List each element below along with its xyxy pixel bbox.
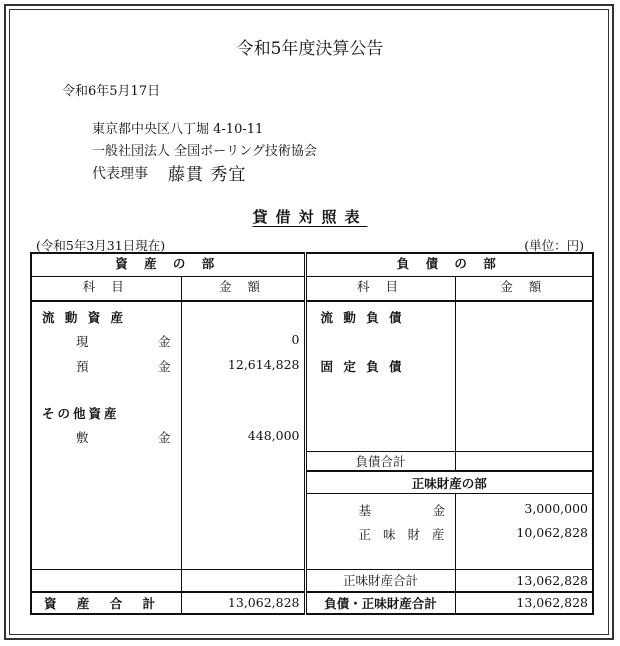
liabilities-section-header: 負 債 の 部 (305, 253, 593, 277)
net-worth-value: 10,062,828 (516, 525, 588, 541)
assets-total-label: 資 産 合 計 (31, 592, 181, 614)
assets-blank-amount-cell (181, 569, 305, 591)
balance-sheet-title (0, 206, 620, 227)
liabilities-total-value (455, 451, 593, 471)
representative-label: 代表理事 (92, 166, 148, 182)
guarantee-deposit-value: 448,000 (247, 427, 300, 443)
balance-sheet-table (30, 252, 594, 615)
fixed-liabilities-label: 固 定 負 債 (320, 358, 405, 374)
assets-blank-cell (31, 569, 181, 591)
cash-value: 0 (291, 331, 300, 347)
publication-date: 令和6年5月17日 (62, 84, 161, 99)
deposit-value: 12,614,828 (227, 356, 300, 372)
net-worth-label: 正 味 財 産 (358, 527, 449, 543)
net-assets-total-label: 正味財産合計 (305, 569, 455, 591)
assets-total-value: 13,062,828 (181, 592, 305, 614)
assets-item-column-header: 科 目 (31, 277, 181, 301)
assets-amount-column-header: 金 額 (181, 277, 305, 301)
document-title: 令和5年度決算公告 (236, 39, 384, 59)
assets-amounts-cell (181, 301, 305, 570)
liabilities-net-assets-total-value: 13,062,828 (455, 592, 593, 614)
liabilities-items-cell (305, 301, 455, 452)
deposit-label: 預 (76, 358, 89, 374)
liabilities-amount-column-header: 金 額 (455, 277, 593, 301)
net-assets-total-value: 13,062,828 (455, 569, 593, 591)
fund-label: 基 (358, 503, 372, 519)
cash-label: 現 (76, 333, 89, 349)
as-of-date: (令和5年3月31日現在) (36, 238, 166, 253)
unit-label: (単位：円) (524, 238, 584, 253)
current-liabilities-label: 流 動 負 債 (320, 309, 405, 325)
assets-items-cell (31, 301, 181, 570)
current-assets-label: 流 動 資 産 (42, 309, 127, 325)
liabilities-item-column-header: 科 目 (305, 277, 455, 301)
assets-section-header: 資 産 の 部 (31, 253, 305, 277)
fund-value: 3,000,000 (524, 501, 588, 517)
net-assets-amounts-cell (455, 494, 593, 570)
cash-label-2: 金 (158, 333, 171, 349)
organization-address: 東京都中央区八丁堀 4-10-11 (92, 122, 264, 137)
organization-name: 一般社団法人 全国ボーリング技術協会 (92, 144, 317, 159)
liabilities-net-assets-total-label: 負債・正味財産合計 (305, 592, 455, 614)
fund-label-2: 金 (432, 503, 446, 519)
guarantee-deposit-label-2: 金 (158, 429, 171, 445)
liabilities-total-label: 負債合計 (305, 451, 455, 471)
liabilities-amounts-cell (455, 301, 593, 452)
deposit-label-2: 金 (158, 358, 171, 374)
guarantee-deposit-label: 敷 (76, 429, 89, 445)
representative-name: 藤貫 秀宜 (168, 165, 247, 185)
balance-sheet-title-text: 貸借対照表 (252, 208, 368, 226)
net-assets-section-header: 正味財産の部 (305, 471, 593, 493)
net-assets-items-cell (305, 494, 455, 570)
other-assets-label: その他資産 (42, 405, 120, 421)
